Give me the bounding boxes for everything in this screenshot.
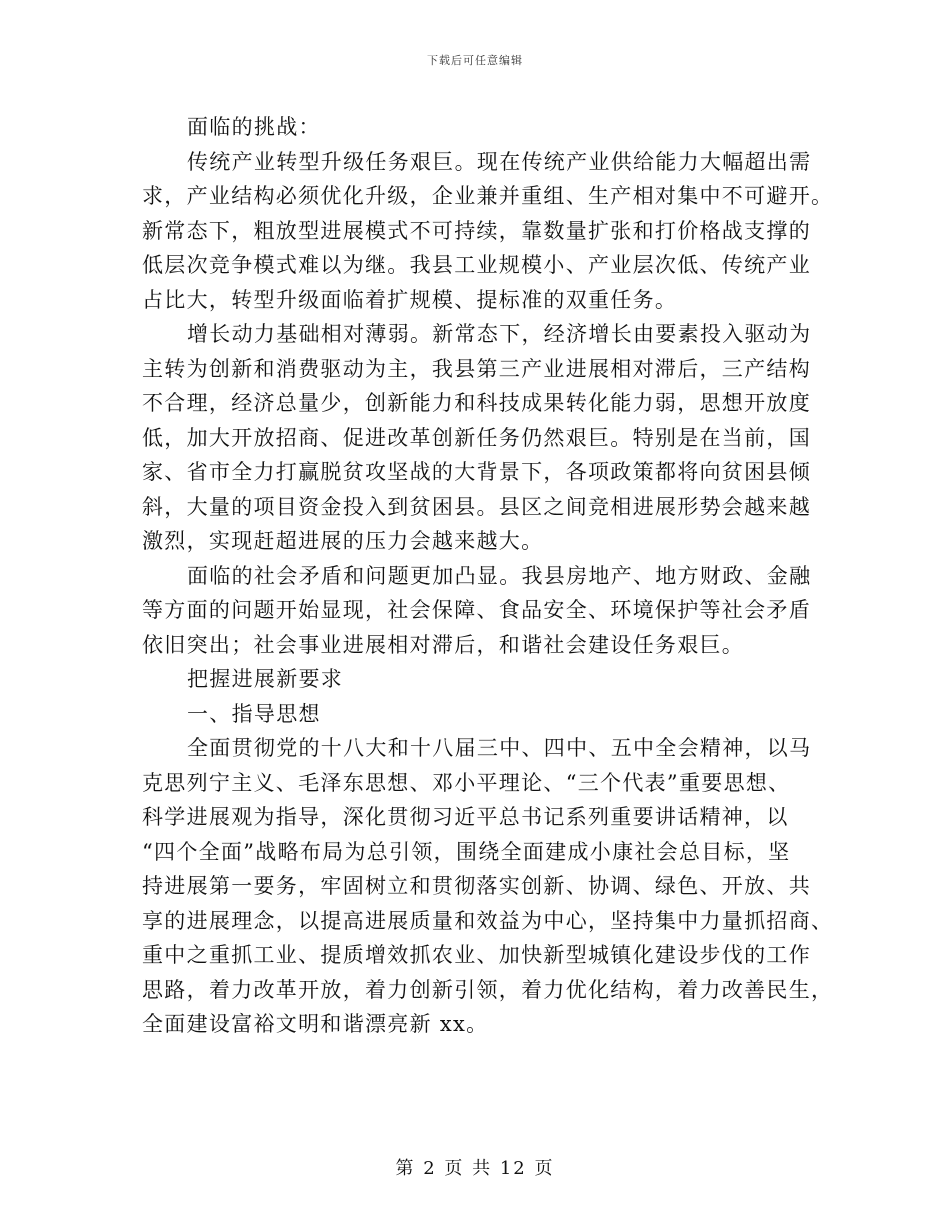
text-line: 克思列宁主义、毛泽东思想、邓小平理论、“三个代表”重要思想、 (142, 770, 791, 795)
document-body (142, 110, 834, 1042)
text-line: 求，产业结构必须优化升级，企业兼并重组、生产相对集中不可避开。 (142, 184, 834, 208)
text-line: 享的进展理念，以提高进展质量和效益为中心，坚持集中力量抓招商、 (142, 908, 834, 933)
text-line: 思路，着力改革开放，着力创新引领，着力优化结构，着力改善民生， (142, 977, 834, 1002)
text-line: 不合理，经济总量少，创新能力和科技成果转化能力弱，思想开放度 (142, 391, 811, 415)
text-line: 激烈，实现赶超进展的压力会越来越大。 (142, 529, 544, 553)
text-line: 等方面的问题开始显现，社会保障、食品安全、环境保护等社会矛盾 (142, 598, 811, 622)
text-line: 传统产业转型升级任务艰巨。现在传统产业供给能力大幅超出需 (187, 149, 812, 174)
text-line: 新常态下，粗放型进展模式不可持续，靠数量扩张和打价格战支撑的 (142, 218, 811, 243)
text-line: 面临的挑战： (187, 115, 321, 139)
text-line: 增长动力基础相对薄弱。新常态下，经济增长由要素投入驱动为 (187, 322, 812, 346)
text-line: 全面建设富裕文明和谐漂亮新 xx。 (142, 1012, 489, 1036)
text-line: 全面贯彻党的十八大和十八届三中、四中、五中全会精神，以马 (187, 736, 812, 760)
text-line: 低层次竞争模式难以为继。我县工业规模小、产业层次低、传统产业 (142, 253, 811, 277)
text-line: 持进展第一要务，牢固树立和贯彻落实创新、协调、绿色、开放、共 (142, 874, 811, 898)
text-line: 重中之重抓工业、提质增效抓农业、加快新型城镇化建设步伐的工作 (142, 943, 811, 967)
text-line: 把握进展新要求 (187, 667, 344, 691)
text-line: 斜，大量的项目资金投入到贫困县。县区之间竞相进展形势会越来越 (142, 494, 811, 519)
text-line: 科学进展观为指导，深化贯彻习近平总书记系列重要讲话精神，以 (142, 805, 789, 829)
text-line: “四个全面”战略布局为总引领，围绕全面建成小康社会总目标，坚 (142, 839, 791, 864)
text-line: 面临的社会矛盾和问题更加凸显。我县房地产、地方财政、金融 (187, 563, 812, 588)
text-line: 一、指导思想 (187, 701, 321, 726)
text-line: 低，加大开放招商、促进改革创新任务仍然艰巨。特别是在当前，国 (142, 425, 811, 450)
text-line: 主转为创新和消费驱动为主，我县第三产业进展相对滞后，三产结构 (142, 356, 811, 381)
text-line: 依旧突出；社会事业进展相对滞后，和谐社会建设任务艰巨。 (142, 632, 745, 657)
text-line: 占比大，转型升级面临着扩规模、提标准的双重任务。 (142, 287, 678, 312)
text-line: 家、省市全力打赢脱贫攻坚战的大背景下，各项政策都将向贫困县倾 (142, 460, 811, 484)
page-number: 第 2 页 共 12 页 (395, 1158, 555, 1179)
page-header-note: 下载后可任意编辑 (427, 54, 523, 67)
